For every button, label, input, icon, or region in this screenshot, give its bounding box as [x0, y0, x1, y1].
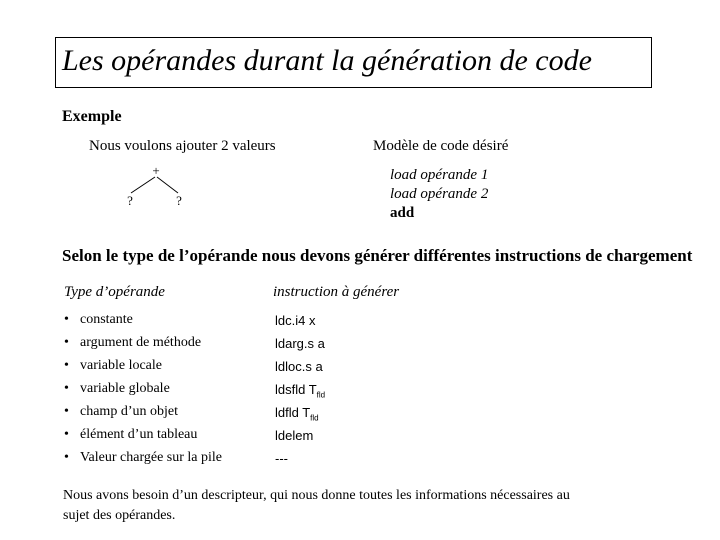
operand-type: constante [80, 312, 133, 327]
tree-edge-left [131, 177, 155, 193]
instruction-text: ldfld T [275, 405, 311, 420]
instruction-subscript: fld [316, 390, 326, 400]
footer-text: Nous avons besoin d’un descripteur, qui nous donne toutes les informations nécessaires au sujet des opérandes. [63, 488, 570, 523]
bullet-icon: • [64, 312, 69, 327]
section-title: Selon le type de l’opérande nous devons générer différentes instructions de chargement [62, 246, 693, 265]
operand-type: Valeur chargée sur la pile [80, 450, 223, 465]
operand-type: champ d’un objet [80, 404, 178, 419]
column-header-instruction: instruction à générer [273, 284, 400, 300]
intro-text: Nous voulons ajouter 2 valeurs [89, 138, 276, 154]
instruction-text: --- [275, 451, 288, 466]
bullet-icon: • [64, 404, 69, 419]
code-line-3: add [390, 205, 415, 221]
tree-edge-right [157, 177, 178, 193]
instruction [275, 451, 288, 466]
bullet-icon: • [64, 335, 69, 350]
tree-right-node: ? [176, 193, 182, 208]
instruction-text: ldloc.s a [275, 359, 323, 374]
operand-type: argument de méthode [80, 335, 202, 350]
instruction [275, 428, 313, 443]
instruction [275, 405, 319, 423]
instruction [275, 359, 323, 374]
instruction-text: ldarg.s a [275, 336, 325, 351]
instruction [275, 336, 325, 351]
tree-left-node: ? [127, 193, 133, 208]
instruction-text: ldc.i4 x [275, 313, 316, 328]
operand-type: élément d’un tableau [80, 427, 198, 442]
bullet-icon: • [64, 427, 69, 442]
instruction [275, 382, 325, 400]
code-model-label: Modèle de code désiré [373, 138, 509, 154]
bullet-icon: • [64, 358, 69, 373]
code-line-2: load opérande 2 [390, 186, 489, 202]
expression-tree [110, 160, 200, 220]
tree-root-node: + [152, 163, 160, 178]
bullet-icon: • [64, 381, 69, 396]
operand-type: variable locale [80, 358, 163, 373]
page-title: Les opérandes durant la génération de code [62, 44, 592, 77]
example-heading: Exemple [62, 108, 122, 125]
title-box [55, 37, 652, 88]
instruction [275, 313, 315, 328]
operand-type: variable globale [80, 381, 170, 396]
code-line-1: load opérande 1 [390, 167, 489, 183]
instruction-text: ldelem [275, 428, 314, 443]
bullet-icon: • [64, 450, 69, 465]
instruction-text: ldsfld T [275, 382, 317, 397]
column-header-type: Type d’opérande [64, 284, 165, 300]
instruction-subscript: fld [310, 413, 319, 423]
